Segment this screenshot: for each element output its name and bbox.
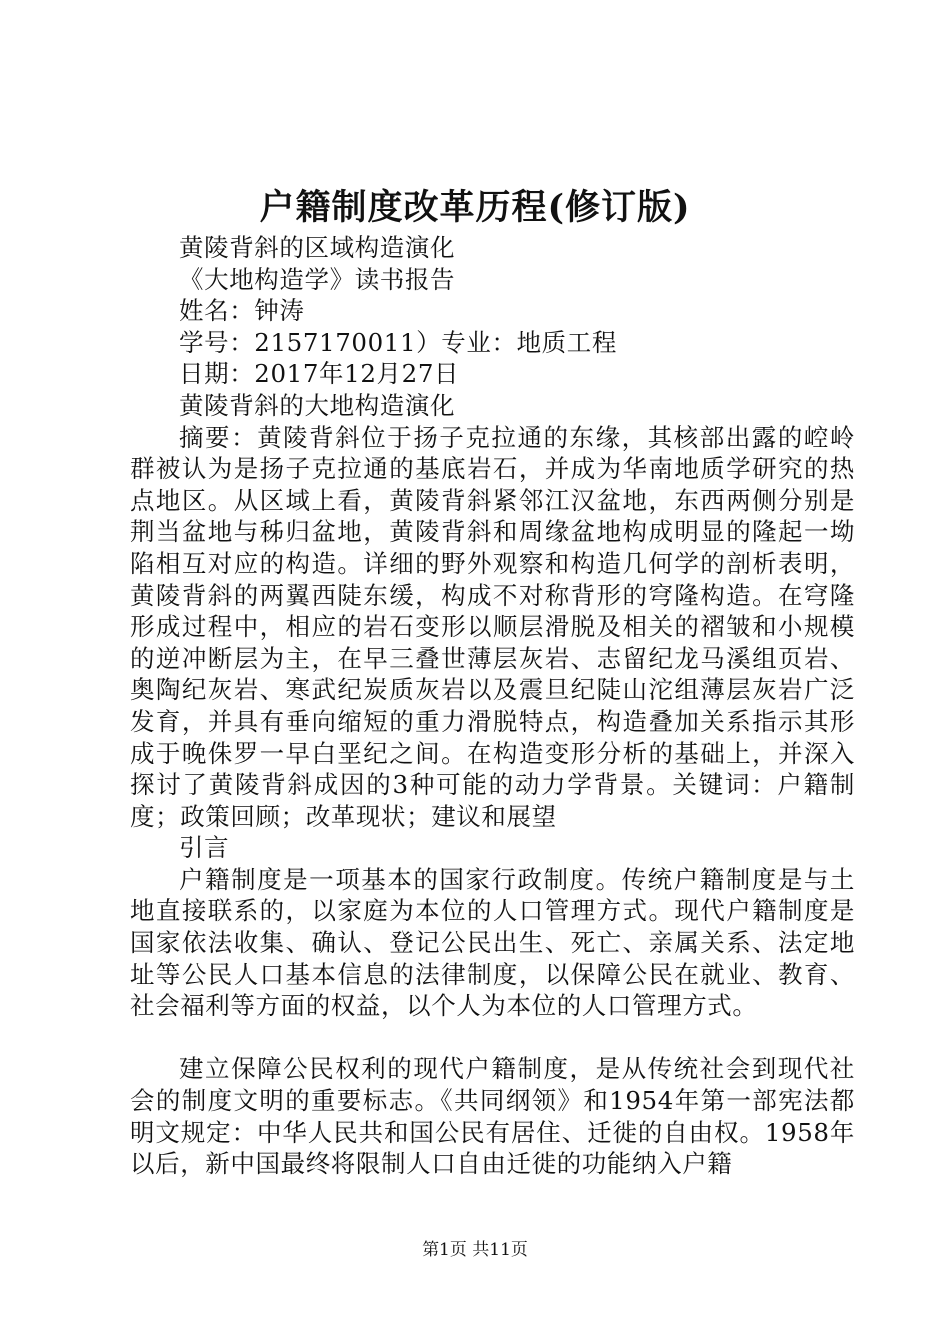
page-footer: 第1页 共11页 xyxy=(422,1240,528,1260)
paragraph-report-name: 《大地构造学》读书报告 xyxy=(179,264,456,294)
paragraph-history-body: 建立保障公民权利的现代户籍制度，是从传统社会到现代社会的制度文明的重要标志。《共同纲领》和1954年第一部宪法都明文规定：中华人民共和国公民有居住、迁徙的自由权。1958年以后，新中国最终将限制人口自由迁徙的功能纳入户籍 xyxy=(130,1054,855,1179)
document-body xyxy=(130,232,855,1180)
paragraph-intro-body: 户籍制度是一项基本的国家行政制度。传统户籍制度是与土地直接联系的，以家庭为本位的人口管理方式。现代户籍制度是国家依法收集、确认、登记公民出生、死亡、亲属关系、法定地址等公民人口基本信息的法律制度，以保障公民在就业、教育、社会福利等方面的权益，以个人为本位的人口管理方式。 xyxy=(130,864,855,1021)
paragraph-section-heading: 黄陵背斜的大地构造演化 xyxy=(179,390,456,420)
paragraph-abstract: 摘要：黄陵背斜位于扬子克拉通的东缘，其核部出露的崆岭群被认为是扬子克拉通的基底岩石，并成为华南地质学研究的热点地区。从区域上看，黄陵背斜紧邻江汉盆地，东西两侧分别是荆当盆地与秭归盆地，黄陵背斜和周缘盆地构成明显的隆起一坳陷相互对应的构造。详细的野外观察和构造几何学的剖析表明，黄陵背斜的两翼西陡东缓，构成不对称背形的穹隆构造。在穹隆形成过程中，相应的岩石变形以顺层滑脱及相关的褶皱和小规模的逆冲断层为主，在早三叠世薄层灰岩、志留纪龙马溪组页岩、奥陶纪灰岩、寒武纪炭质灰岩以及震旦纪陡山沱组薄层灰岩广泛发育，并具有垂向缩短的重力滑脱特点，构造叠加关系指示其形成于晚侏罗一早白垩纪之间。在构造变形分析的基础上，并深入探讨了黄陵背斜成因的3种可能的动力学背景。关键词：户籍制度；政策回顾；改革现状；建议和展望 xyxy=(130,422,855,831)
paragraph-subtitle: 黄陵背斜的区域构造演化 xyxy=(179,233,456,262)
paragraph-date: 日期：2017年12月27日 xyxy=(179,359,460,389)
paragraph-intro-heading: 引言 xyxy=(179,833,230,863)
document-title: 户籍制度改革历程(修订版) xyxy=(259,187,691,228)
paragraph-author-name: 姓名：钟涛 xyxy=(179,296,305,326)
paragraph-student-id: 学号：2157170011）专业：地质工程 xyxy=(179,327,617,357)
